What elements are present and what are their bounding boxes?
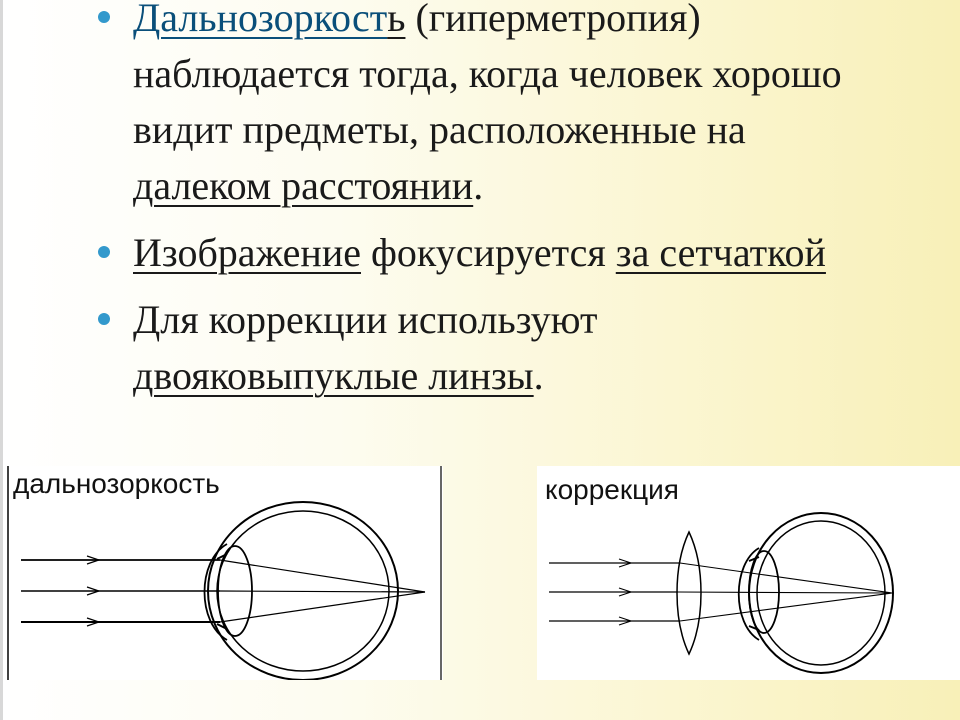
refracted-ray-bottom (680, 593, 892, 621)
hyperopia-link-tail: ь (387, 0, 406, 40)
biconvex-lens (677, 532, 701, 654)
focus-text: фокусируется (361, 230, 616, 275)
bullet-correction (98, 292, 960, 404)
bullet-dot-icon (98, 11, 110, 23)
bullet-list (98, 0, 960, 415)
convex-lenses-phrase: двояковыпуклые линзы (133, 353, 534, 398)
image-term: Изображение (133, 230, 361, 275)
correction-diagram (537, 466, 960, 680)
behind-retina-phrase: за сетчаткой (615, 230, 826, 275)
hyperopia-caption: дальнозоркость (13, 468, 220, 499)
definition-period: . (473, 163, 484, 208)
bullet-hyperopia-definition (98, 0, 960, 214)
far-distance-phrase: далеком расстоянии (133, 163, 474, 208)
hyperopia-diagram (5, 466, 443, 680)
refracted-ray-top (680, 563, 892, 593)
bullet-image-focus (98, 225, 960, 281)
refracted-ray-middle (220, 591, 425, 592)
definition-line-2: наблюдается тогда, когда человек хорошо (133, 51, 842, 96)
correction-line-1: Для коррекции используют (133, 297, 598, 342)
slide-left-edge (0, 0, 3, 720)
bullet-dot-icon (98, 246, 110, 258)
hyperopia-link[interactable]: Дальнозоркост (133, 0, 388, 40)
correction-caption: коррекция (545, 474, 679, 505)
bullet-dot-icon (98, 313, 110, 325)
correction-period: . (533, 353, 544, 398)
definition-line-3: видит предметы, расположенные на (133, 107, 746, 152)
refracted-ray-middle (678, 592, 892, 593)
hyperopia-term: (гиперметропия) (405, 0, 701, 40)
